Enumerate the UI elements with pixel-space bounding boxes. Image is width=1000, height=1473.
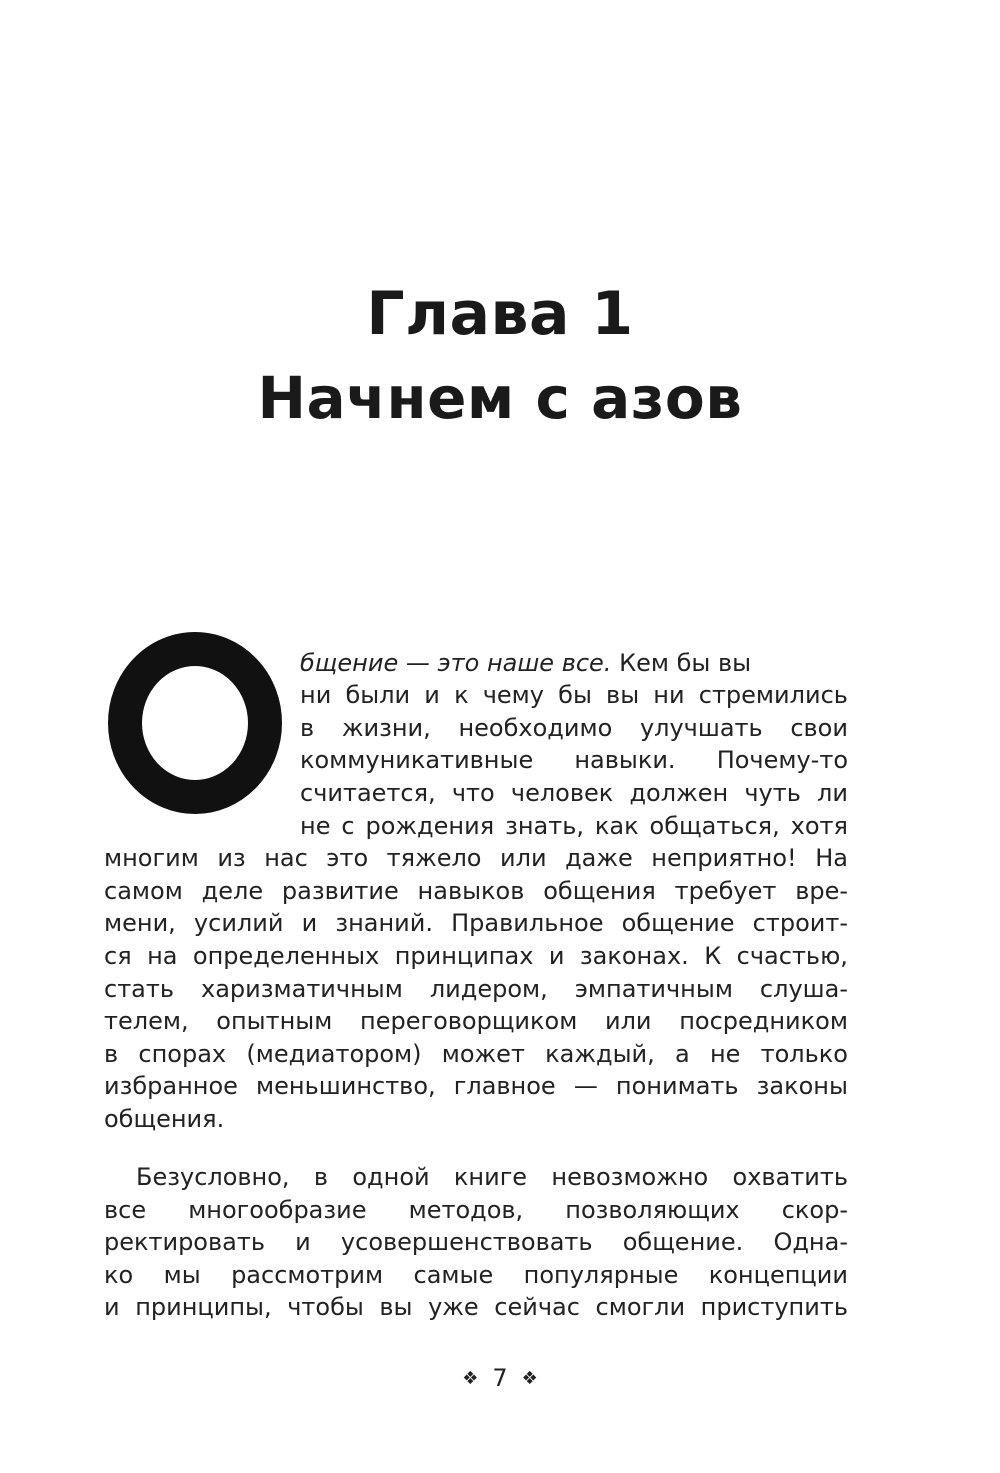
word: ни	[300, 681, 332, 709]
word: как	[594, 812, 639, 840]
word: позволяющих	[565, 1196, 740, 1224]
text-line	[104, 1038, 848, 1071]
word: многообразие	[188, 1196, 367, 1224]
word: из	[217, 844, 246, 872]
word: с	[341, 812, 355, 840]
word: общение.	[622, 1228, 744, 1256]
word: спорах	[138, 1040, 227, 1068]
text-line	[136, 1161, 848, 1194]
word: многим	[104, 844, 199, 872]
word: определенных	[192, 942, 380, 970]
text-line	[300, 777, 848, 810]
text-line	[104, 1194, 848, 1227]
word: избранное	[104, 1072, 238, 1100]
word: это	[326, 844, 369, 872]
word: концепции	[708, 1261, 848, 1289]
text-line	[104, 1070, 848, 1103]
word: не	[709, 1040, 741, 1068]
word: бы	[558, 681, 592, 709]
text-line	[104, 1259, 848, 1292]
word: Правильное	[451, 909, 604, 937]
word: рождения	[365, 812, 495, 840]
word: мени,	[104, 909, 176, 937]
word: усовершенствовать	[340, 1228, 593, 1256]
word: лидером,	[429, 975, 548, 1003]
word: опытным	[216, 1007, 333, 1035]
ornament-icon: ❖	[462, 1368, 479, 1389]
word: сейчас	[494, 1293, 580, 1321]
word: необходимо	[458, 714, 613, 742]
word: (медиатором)	[246, 1040, 422, 1068]
word: невозможно	[551, 1163, 709, 1191]
word: охватить	[732, 1163, 848, 1191]
word: ся	[104, 942, 132, 970]
text-line	[104, 842, 848, 875]
word: харизматичным	[201, 975, 403, 1003]
dropcap-continuation: бщение — это наше все.	[300, 649, 612, 677]
word: ректировать	[104, 1228, 265, 1256]
word: популярные	[523, 1261, 679, 1289]
word: тяжело	[386, 844, 482, 872]
word: хотя	[790, 812, 848, 840]
word: чему	[482, 681, 544, 709]
word: знать,	[505, 812, 584, 840]
word: одной	[352, 1163, 430, 1191]
word: смогли	[595, 1293, 686, 1321]
text-line	[104, 1291, 848, 1324]
word: законах.	[579, 942, 689, 970]
word: стремились	[698, 681, 848, 709]
word: стать	[104, 975, 175, 1003]
word: чуть	[744, 779, 801, 807]
text-line: бщение — это наше все. Кем бы вы	[300, 649, 752, 677]
text-line	[104, 973, 848, 1006]
word: даже	[565, 844, 633, 872]
word: жизни,	[341, 714, 431, 742]
word: деле	[201, 877, 264, 905]
word: К	[704, 942, 722, 970]
word: все	[104, 1196, 147, 1224]
word: общение	[621, 909, 735, 937]
dropcap-letter	[104, 632, 286, 814]
word: или	[500, 844, 547, 872]
word: и	[548, 942, 565, 970]
word: навыки.	[574, 746, 676, 774]
word: переговорщиком	[360, 1007, 578, 1035]
word: принципы,	[135, 1293, 272, 1321]
word: телем,	[104, 1007, 189, 1035]
word: строит-	[752, 909, 848, 937]
word: в	[313, 1163, 329, 1191]
word: общения	[543, 877, 656, 905]
text-line	[104, 907, 848, 940]
word: в	[104, 1040, 119, 1068]
word: на	[147, 942, 178, 970]
word: должен	[629, 779, 729, 807]
word: вре-	[795, 877, 848, 905]
word: ко	[104, 1261, 134, 1289]
text-line: общения.	[104, 1105, 225, 1133]
word: знаний.	[335, 909, 433, 937]
word: и	[424, 681, 440, 709]
word: рассмотрим	[231, 1261, 384, 1289]
word: методов,	[408, 1196, 524, 1224]
word: не	[300, 812, 331, 840]
word: На	[815, 844, 848, 872]
word: и	[295, 1228, 311, 1256]
word: посредником	[679, 1007, 848, 1035]
word: слуша-	[759, 975, 848, 1003]
word: счастью,	[736, 942, 848, 970]
word: и	[301, 909, 318, 937]
word: Безусловно,	[136, 1163, 290, 1191]
word: понимать	[615, 1072, 739, 1100]
word: скор-	[781, 1196, 848, 1224]
word: улучшать	[639, 714, 763, 742]
word: а	[674, 1040, 690, 1068]
text-line	[104, 875, 848, 908]
text-line	[300, 679, 848, 712]
word: главное	[453, 1072, 556, 1100]
ornament-icon: ❖	[521, 1368, 538, 1389]
word: самом	[104, 877, 183, 905]
word: что	[451, 779, 495, 807]
word: законы	[756, 1072, 848, 1100]
word: чтобы	[287, 1293, 364, 1321]
word: ли	[817, 779, 848, 807]
word: книге	[453, 1163, 528, 1191]
text-line	[104, 1005, 848, 1038]
word: мы	[163, 1261, 201, 1289]
text-line	[300, 744, 848, 777]
text-line	[104, 940, 848, 973]
word: приступить	[700, 1293, 848, 1321]
word: считается,	[300, 779, 436, 807]
word: общаться,	[649, 812, 780, 840]
word: или	[604, 1007, 652, 1035]
word: самые	[413, 1261, 494, 1289]
word: меньшинство,	[256, 1072, 436, 1100]
word: каждый,	[545, 1040, 655, 1068]
word: Одна-	[773, 1228, 848, 1256]
text-line	[104, 1226, 848, 1259]
word: навыков	[417, 877, 525, 905]
word: ни	[653, 681, 685, 709]
word: к	[454, 681, 469, 709]
page-number-value: 7	[492, 1364, 508, 1392]
word: —	[573, 1072, 598, 1100]
word: эмпатичным	[574, 975, 733, 1003]
word: вы	[379, 1293, 413, 1321]
word: уже	[428, 1293, 479, 1321]
word: и	[104, 1293, 120, 1321]
chapter-number: Глава 1	[366, 279, 634, 349]
word: может	[441, 1040, 525, 1068]
word: были	[345, 681, 411, 709]
text-line	[300, 810, 848, 843]
word: принципах	[394, 942, 534, 970]
word: неприятно!	[651, 844, 797, 872]
word: нас	[264, 844, 308, 872]
word: усилий	[193, 909, 284, 937]
word: коммуникативные	[300, 746, 534, 774]
text-line	[300, 712, 848, 745]
word: развитие	[281, 877, 399, 905]
word: свои	[790, 714, 848, 742]
word: человек	[510, 779, 614, 807]
word: Почему-то	[716, 746, 848, 774]
chapter-title: Начнем с азов	[257, 364, 743, 432]
word: вы	[606, 681, 640, 709]
word: в	[300, 714, 315, 742]
page-number	[0, 1362, 1000, 1397]
word: только	[760, 1040, 848, 1068]
word: требует	[674, 877, 777, 905]
